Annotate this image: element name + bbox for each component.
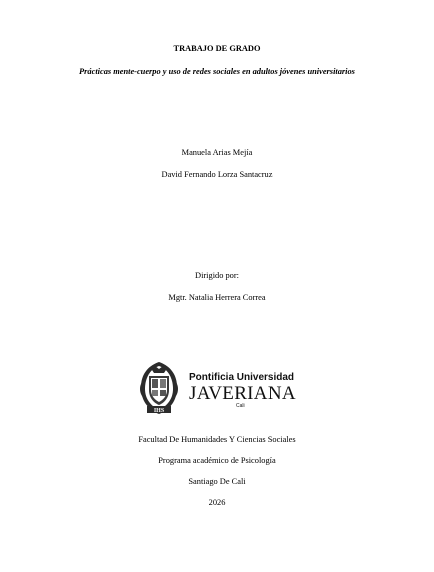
document-title: Prácticas mente-cuerpo y uso de redes sociales en adultos jóvenes universitarios [79, 67, 355, 76]
city: Santiago De Cali [188, 477, 246, 486]
program: Programa académico de Psicología [158, 456, 276, 465]
director-label: Dirigido por: [195, 271, 239, 280]
logo-wordmark [189, 360, 301, 416]
logo-line-2: JAVERIANA [189, 383, 296, 404]
document-heading: TRABAJO DE GRADO [173, 44, 261, 53]
university-crest-icon [137, 360, 181, 416]
logo-line-3: Cali [236, 403, 245, 409]
logo-line-1: Pontificia Universidad [189, 372, 295, 383]
director-name: Mgtr. Natalia Herrera Correa [168, 293, 266, 302]
author-1: Manuela Arias Mejía [181, 148, 253, 157]
svg-text:IHS: IHS [153, 407, 165, 414]
author-2: David Fernando Lorza Santacruz [161, 170, 273, 179]
faculty: Facultad De Humanidades Y Ciencias Sociales [138, 435, 296, 444]
university-logo [137, 360, 299, 416]
year: 2026 [208, 498, 226, 507]
